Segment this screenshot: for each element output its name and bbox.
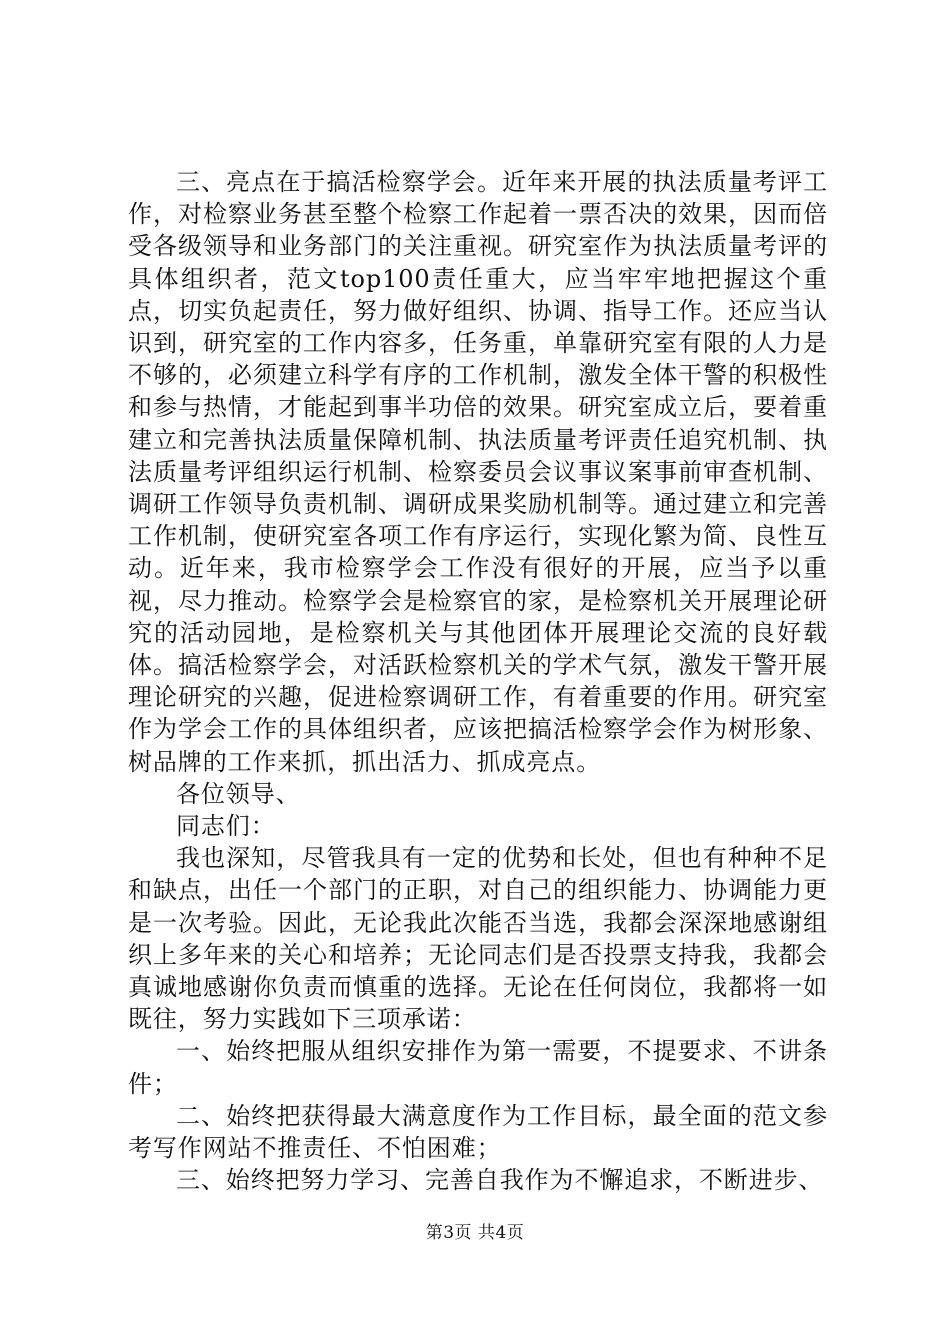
paragraph-commitment-2: 二、始终把获得最大满意度作为工作目标，最全面的范文参考写作网站不推责任、不怕困难； (128, 1101, 828, 1163)
paragraph-salutation-comrades: 同志们： (176, 812, 276, 841)
paragraph-self-assessment: 我也深知，尽管我具有一定的优势和长处，但也有种种不足和缺点，出任一个部门的正职，对自己的组织能力、协调能力更是一次考验。因此，无论我此次能否当选，我都会深深地感谢组织上多年来的关心和培养；无论同志们是否投票支持我，我都会真诚地感谢你负责而慎重的选择。无论在任何岗位，我都将一如既往，努力实践如下三项承诺： (128, 844, 828, 1034)
page-number: 第3页 共4页 (425, 1223, 525, 1243)
page-footer (0, 1218, 950, 1243)
paragraph-commitment-1: 一、始终把服从组织安排作为第一需要，不提要求、不讲条件； (128, 1037, 828, 1098)
paragraph-salutation-leaders: 各位领导、 (176, 779, 301, 808)
document-body (128, 166, 828, 1197)
paragraph-commitment-3: 三、始终把努力学习、完善自我作为不懈追求，不断进步、 (176, 1166, 824, 1195)
paragraph-highlight-procuratorial-society: 三、亮点在于搞活检察学会。近年来开展的执法质量考评工作，对检察业务甚至整个检察工作起着一票否决的效果，因而倍受各级领导和业务部门的关注重视。研究室作为执法质量考评的具体组织者，范文top100责任重大，应当牢牢地把握这个重点，切实负起责任，努力做好组织、协调、指导工作。还应当认识到，研究室的工作内容多，任务重，单靠研究室有限的人力是不够的，必须建立科学有序的工作机制，激发全体干警的积极性和参与热情，才能起到事半功倍的效果。研究室成立后，要着重建立和完善执法质量保障机制、执法质量考评责任追究机制、执法质量考评组织运行机制、检察委员会议事议案事前审查机制、调研工作领导负责机制、调研成果奖励机制等。通过建立和完善工作机制，使研究室各项工作有序运行，实现化繁为简、良性互动。近年来，我市检察学会工作没有很好的开展，应当予以重视，尽力推动。检察学会是检察官的家，是检察机关开展理论研究的活动园地，是检察机关与其他团体开展理论交流的良好载体。搞活检察学会，对活跃检察机关的学术气氛，激发干警开展理论研究的兴趣，促进检察调研工作，有着重要的作用。研究室作为学会工作的具体组织者，应该把搞活检察学会作为树形象、树品牌的工作来抓，抓出活力、抓成亮点。 (128, 168, 828, 776)
